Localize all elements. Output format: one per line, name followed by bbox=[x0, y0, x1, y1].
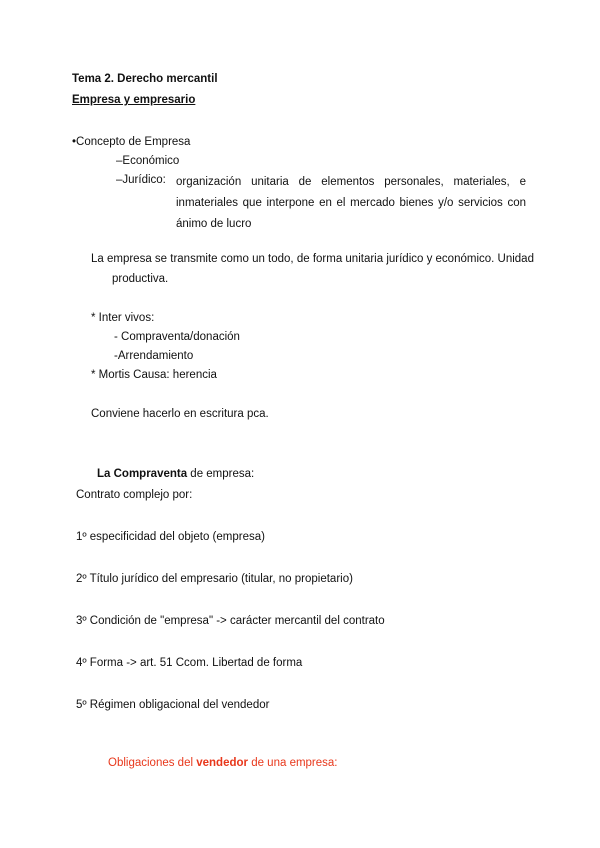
compraventa-item: 4º Forma -> art. 51 Ccom. Libertad de forma bbox=[76, 657, 303, 669]
compraventa-item: 3º Condición de "empresa" -> carácter mercantil del contrato bbox=[76, 615, 385, 627]
compraventa-intro: Contrato complejo por: bbox=[76, 489, 193, 501]
inter-vivos-label: * Inter vivos: bbox=[91, 312, 155, 324]
doc-title: Tema 2. Derecho mercantil bbox=[72, 73, 218, 85]
concept-economico: –Económico bbox=[116, 155, 180, 167]
obligaciones-pre: Obligaciones del bbox=[108, 757, 197, 769]
compraventa-item: 1º especificidad del objeto (empresa) bbox=[76, 531, 265, 543]
compraventa-heading bbox=[97, 467, 254, 481]
concept-juridico-label: –Jurídico: bbox=[116, 174, 166, 186]
inter-vivos-item-1: - Compraventa/donación bbox=[114, 331, 240, 343]
compraventa-item: 5º Régimen obligacional del vendedor bbox=[76, 699, 270, 711]
doc-subtitle: Empresa y empresario bbox=[72, 94, 196, 106]
mortis-causa: * Mortis Causa: herencia bbox=[91, 369, 217, 381]
compraventa-item: 2º Título jurídico del empresario (titular, no propietario) bbox=[76, 573, 353, 585]
inter-vivos-item-2: -Arrendamiento bbox=[114, 350, 194, 362]
concept-heading: •Concepto de Empresa bbox=[72, 136, 191, 148]
escritura-note: Conviene hacerlo en escritura pca. bbox=[91, 408, 269, 420]
obligaciones-bold: vendedor bbox=[196, 757, 248, 769]
compraventa-heading-bold: La Compraventa bbox=[97, 468, 188, 480]
obligaciones-heading bbox=[108, 756, 338, 770]
transmission-paragraph: La empresa se transmite como un todo, de forma unitaria jurídico y económico. Unidad productiva. bbox=[91, 253, 534, 285]
compraventa-heading-rest: de empresa: bbox=[187, 468, 255, 480]
juridico-definition: organización unitaria de elementos personales, materiales, e inmateriales que interpone en el mercado bienes y/o servicios con ánimo de lucro bbox=[176, 176, 526, 230]
obligaciones-post: de una empresa: bbox=[248, 757, 338, 769]
concept-juridico-text bbox=[176, 172, 526, 235]
